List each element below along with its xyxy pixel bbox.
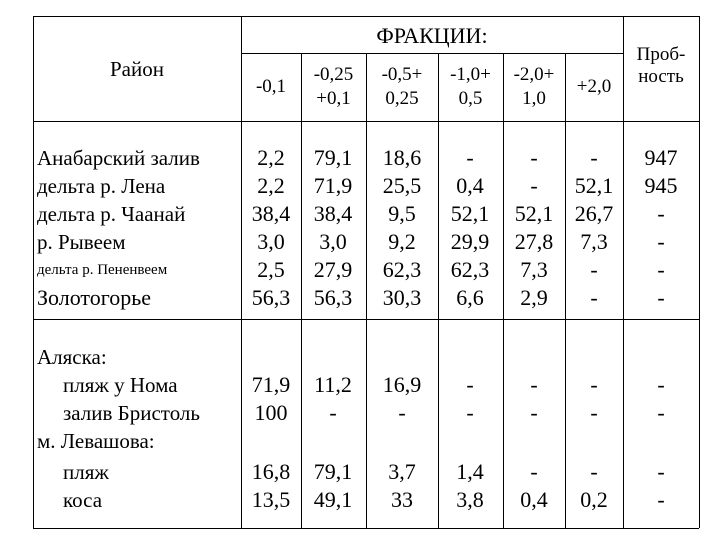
- table-row-value: -: [657, 487, 665, 512]
- table-border-right: [699, 16, 700, 528]
- table-row-value: 0,2: [580, 487, 608, 512]
- table-row-value: 7,3: [520, 257, 548, 282]
- header-sample-line1: Проб-: [636, 44, 686, 65]
- table-row-value: -: [590, 400, 598, 425]
- table-row-value: 9,2: [388, 229, 416, 254]
- table-row-value: 25,5: [382, 173, 422, 198]
- table-row-value: 16,9: [382, 372, 422, 397]
- header-col-6-text: +2,0: [576, 76, 612, 97]
- table-row-value: 947: [644, 145, 678, 170]
- table-row-label: коса: [63, 488, 103, 512]
- table-row-value: 9,5: [388, 201, 416, 226]
- table-row-value: 49,1: [313, 487, 353, 512]
- table-row-value: -: [530, 372, 538, 397]
- table-row-label: пляж у Нома: [63, 373, 178, 397]
- table-border-bottom: [33, 528, 699, 529]
- header-col-5-line1: -2,0+: [513, 64, 555, 85]
- group-heading: м. Левашова:: [37, 429, 155, 453]
- table-row-value: 79,1: [313, 459, 353, 484]
- table-row-value: -: [466, 372, 474, 397]
- table-row-label: дельта р. Чаанай: [37, 202, 186, 226]
- header-district: Район: [110, 56, 164, 81]
- header-col-1-text: -0,1: [255, 76, 287, 97]
- table-row-value: 56,3: [251, 285, 291, 310]
- table-row-value: 79,1: [313, 145, 353, 170]
- table-row-value: 27,8: [514, 229, 554, 254]
- header-col-1: [241, 53, 301, 121]
- table-row-value: 1,4: [456, 459, 484, 484]
- header-sample: [623, 36, 699, 96]
- header-col-4: [438, 53, 503, 121]
- header-col-2: [301, 53, 366, 121]
- table-row-label: дельта р. Лена: [37, 174, 166, 198]
- header-col-5: [503, 53, 565, 121]
- table-row-value: 26,7: [574, 201, 614, 226]
- header-col-3-line1: -0,5+: [381, 64, 423, 85]
- table-row-value: 945: [644, 173, 678, 198]
- table-row-value: 3,8: [456, 487, 484, 512]
- header-col-2-line2: +0,1: [316, 88, 351, 109]
- table-row-value: 7,3: [580, 229, 608, 254]
- header-col-3: [366, 53, 438, 121]
- table-row-value: -: [590, 372, 598, 397]
- table-row-value: 2,5: [257, 257, 285, 282]
- table-row-value: 100: [254, 400, 288, 425]
- table-row-value: -: [590, 285, 598, 310]
- table-row-value: -: [466, 400, 474, 425]
- table-row-value: 38,4: [251, 201, 291, 226]
- fraction-table: [33, 16, 699, 528]
- table-row-value: 56,3: [313, 285, 353, 310]
- table-row-value: -: [590, 145, 598, 170]
- table-row-value: 13,5: [251, 487, 291, 512]
- table-row-value: 3,0: [319, 229, 347, 254]
- table-row-value: -: [530, 145, 538, 170]
- table-row-value: 62,3: [450, 257, 490, 282]
- table-row-value: -: [530, 173, 538, 198]
- table-row-value: 71,9: [313, 173, 353, 198]
- table-row-value: 16,8: [251, 459, 291, 484]
- table-row-value: -: [590, 459, 598, 484]
- header-col-4-line2: 0,5: [458, 88, 483, 109]
- table-row-value: 29,9: [450, 229, 490, 254]
- table-row-value: 71,9: [251, 372, 291, 397]
- table-row-label: р. Рывеем: [37, 230, 126, 254]
- header-col-5-line2: 1,0: [522, 88, 546, 109]
- table-row-value: 52,1: [450, 201, 490, 226]
- header-col-3-line2: 0,25: [385, 88, 419, 109]
- table-row-value: 0,4: [456, 173, 484, 198]
- header-sample-line2: ность: [638, 66, 684, 87]
- table-row-value: -: [398, 400, 406, 425]
- table-row-value: -: [329, 400, 337, 425]
- group-heading: Аляска:: [37, 345, 107, 369]
- table-row-value: -: [657, 229, 665, 254]
- table-row-value: -: [530, 459, 538, 484]
- table-row-label: Золотогорье: [37, 285, 152, 310]
- table-row-label: пляж: [63, 460, 109, 484]
- table-row-value: 0,4: [520, 487, 548, 512]
- table-row-label: залив Бристоль: [63, 401, 200, 425]
- table-row-value: 2,2: [257, 145, 285, 170]
- table-row-value: 62,3: [382, 257, 422, 282]
- table-row-value: 6,6: [456, 285, 484, 310]
- table-row-value: 33: [391, 487, 413, 512]
- table-row-value: 52,1: [574, 173, 614, 198]
- table-row-value: 2,2: [257, 173, 285, 198]
- table-row-value: -: [657, 257, 665, 282]
- table-row-value: 2,9: [520, 285, 548, 310]
- table-row-value: -: [530, 400, 538, 425]
- table-row-value: -: [657, 285, 665, 310]
- header-col-6: [565, 53, 623, 121]
- table-row-value: 38,4: [313, 201, 353, 226]
- table-row-value: 27,9: [313, 257, 353, 282]
- header-fractions: ФРАКЦИИ:: [376, 23, 488, 48]
- table-row-value: -: [657, 201, 665, 226]
- table-row-value: -: [657, 459, 665, 484]
- table-row-value: -: [657, 372, 665, 397]
- table-row-value: 52,1: [514, 201, 554, 226]
- header-col-4-line1: -1,0+: [450, 64, 491, 85]
- table-row-value: -: [657, 400, 665, 425]
- header-col-2-line1: -0,25: [313, 64, 354, 85]
- table-row-value: 11,2: [314, 372, 352, 397]
- table-row-value: -: [466, 145, 474, 170]
- table-row-value: 30,3: [382, 285, 422, 310]
- table-row-value: -: [590, 257, 598, 282]
- table-row-value: 3,7: [388, 459, 416, 484]
- table-row-label: дельта р. Пененвеем: [37, 262, 168, 278]
- table-row-value: 18,6: [382, 145, 422, 170]
- table-row-value: 3,0: [257, 229, 285, 254]
- table-row-label: Анабарский залив: [37, 146, 200, 170]
